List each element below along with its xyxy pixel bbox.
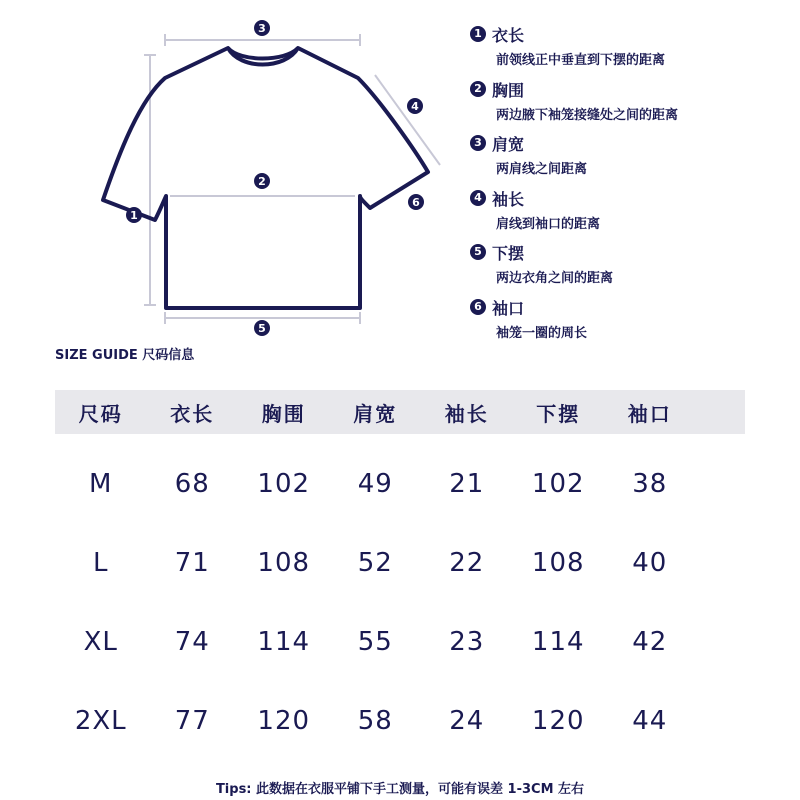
table-cell: 2XL — [74, 705, 127, 736]
svg-text:6: 6 — [412, 196, 420, 209]
legend-description: 两边衣角之间的距离 — [496, 271, 614, 286]
measurement-guides — [144, 34, 440, 324]
legend-number: 4 — [470, 190, 486, 206]
marker-2 — [254, 173, 270, 189]
legend-description: 袖笼一圈的周长 — [496, 325, 588, 341]
legend-title: 肩宽 — [492, 135, 525, 154]
legend-title: 胸围 — [492, 80, 525, 100]
table-cell: 120 — [531, 705, 585, 736]
table-cell: 21 — [449, 468, 485, 499]
header-cell: 衣长 — [170, 401, 215, 426]
header-cell: 袖口 — [627, 401, 672, 426]
legend-number: 1 — [470, 26, 486, 42]
svg-text:3: 3 — [258, 22, 266, 35]
table-row — [55, 523, 745, 602]
table-cell: 44 — [632, 705, 668, 736]
table-body — [55, 444, 745, 760]
table-cell: 108 — [531, 547, 585, 578]
table-cell: 114 — [257, 626, 311, 657]
header-cell: 肩宽 — [353, 401, 398, 426]
table-cell: M — [89, 468, 113, 499]
table-cell: 42 — [632, 626, 668, 657]
table-cell: 71 — [174, 547, 210, 578]
legend-item-length — [470, 22, 790, 77]
marker-1 — [126, 207, 142, 223]
table-cell: 38 — [632, 468, 668, 499]
svg-text:5: 5 — [258, 322, 266, 335]
table-cell: 102 — [531, 468, 585, 499]
table-header — [55, 390, 745, 434]
measurement-legend — [470, 22, 790, 349]
table-cell: 58 — [357, 705, 393, 736]
table-row — [55, 602, 745, 681]
legend-item-hem — [470, 240, 790, 295]
legend-item-chest — [470, 77, 790, 132]
header-cell: 袖长 — [444, 401, 489, 426]
tips-note: Tips: 此数据在衣服平铺下手工测量，可能有误差 1-3CM 左右 — [215, 782, 585, 797]
svg-text:1: 1 — [130, 209, 138, 222]
legend-item-sleeve — [470, 186, 790, 241]
table-row — [55, 681, 745, 760]
table-cell: 22 — [449, 547, 485, 578]
header-cell: 胸围 — [261, 401, 306, 426]
table-cell: 108 — [257, 547, 311, 578]
size-table — [55, 390, 745, 736]
table-cell: 49 — [357, 468, 393, 499]
legend-title: 衣长 — [492, 26, 525, 45]
legend-title: 下摆 — [492, 244, 525, 263]
marker-4 — [407, 98, 423, 114]
table-cell: 24 — [449, 705, 485, 736]
legend-number: 6 — [470, 299, 486, 315]
table-cell: L — [93, 547, 109, 578]
marker-group — [126, 20, 424, 336]
table-cell: 120 — [257, 705, 311, 736]
legend-number: 5 — [470, 244, 486, 260]
legend-description: 前领线正中垂直到下摆的距离 — [496, 53, 666, 68]
marker-5 — [254, 320, 270, 336]
legend-number: 3 — [470, 135, 486, 151]
size-guide-label: SIZE GUIDE 尺码信息 — [55, 348, 195, 363]
table-cell: 77 — [174, 705, 210, 736]
table-cell: 55 — [357, 626, 393, 657]
marker-3 — [254, 20, 270, 36]
legend-item-cuff — [470, 295, 790, 350]
legend-title: 袖口 — [492, 298, 525, 318]
table-row — [55, 444, 745, 523]
tshirt-diagram — [0, 0, 470, 345]
table-cell: 40 — [632, 547, 668, 578]
legend-description: 两肩线之间距离 — [496, 162, 588, 177]
table-cell: 74 — [174, 626, 210, 657]
legend-item-shoulder — [470, 131, 790, 186]
sleeve-guide-line — [375, 75, 440, 165]
legend-description: 肩线到袖口的距离 — [496, 216, 601, 232]
svg-text:4: 4 — [411, 100, 419, 113]
legend-number: 2 — [470, 81, 486, 97]
table-cell: 23 — [449, 626, 485, 657]
table-cell: XL — [83, 626, 118, 657]
table-cell: 68 — [174, 468, 210, 499]
table-cell: 114 — [531, 626, 585, 657]
table-cell: 102 — [257, 468, 311, 499]
marker-6 — [408, 194, 424, 210]
table-cell: 52 — [357, 547, 393, 578]
legend-title: 袖长 — [492, 189, 525, 209]
header-cell: 尺码 — [78, 401, 123, 426]
legend-description: 两边腋下袖笼接缝处之间的距离 — [496, 107, 679, 123]
svg-text:2: 2 — [258, 175, 266, 188]
header-cell: 下摆 — [536, 401, 581, 426]
